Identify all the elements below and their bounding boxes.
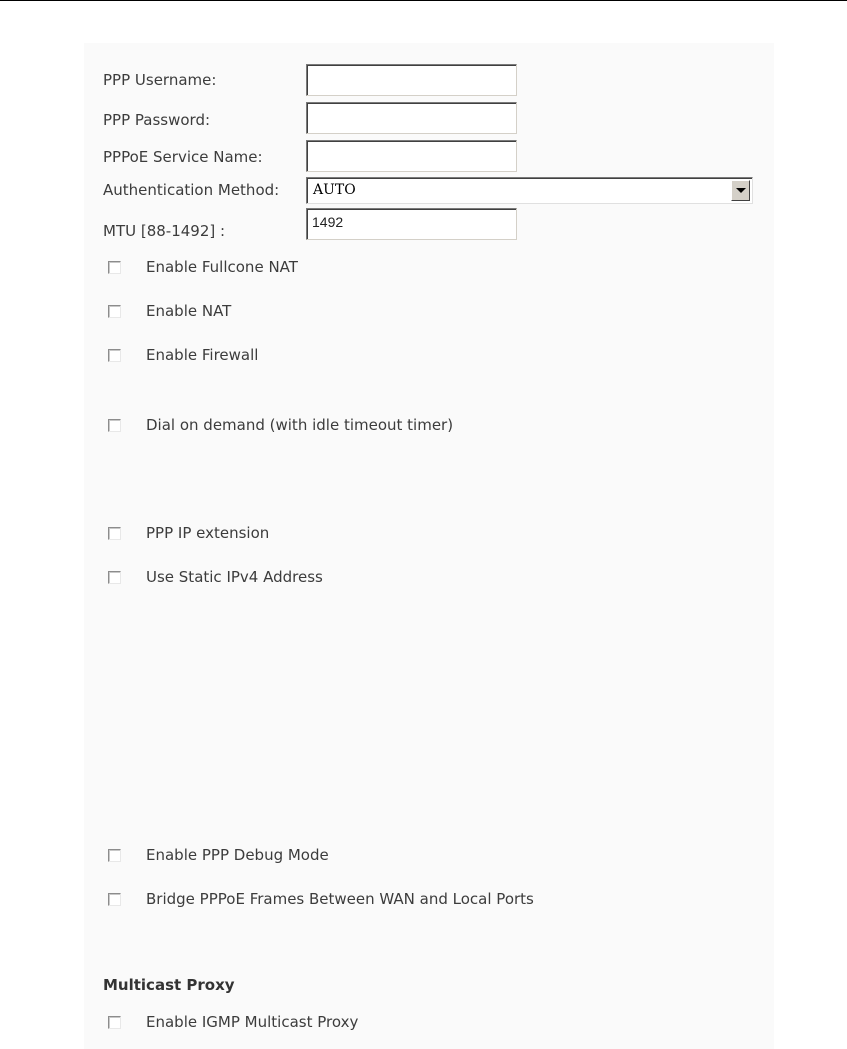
chevron-down-icon — [736, 188, 746, 193]
igmp-proxy-checkbox[interactable] — [108, 1016, 121, 1029]
bridge-pppoe-checkbox[interactable] — [108, 893, 121, 906]
ppp-ip-extension-checkbox[interactable] — [108, 527, 121, 540]
auth-method-select[interactable] — [306, 177, 753, 204]
pppoe-service-name-label: PPPoE Service Name: — [103, 148, 263, 166]
ppp-password-input[interactable] — [306, 102, 517, 134]
static-ipv4-checkbox[interactable] — [108, 571, 121, 584]
mtu-label: MTU [88-1492] : — [103, 222, 226, 240]
dropdown-button[interactable] — [731, 180, 750, 201]
mtu-input[interactable]: 1492 — [306, 208, 517, 240]
static-ipv4-label: Use Static IPv4 Address — [146, 568, 323, 586]
ppp-username-input[interactable] — [306, 64, 517, 96]
ppp-username-label: PPP Username: — [103, 71, 217, 89]
ppp-debug-label: Enable PPP Debug Mode — [146, 846, 329, 864]
multicast-proxy-title: Multicast Proxy — [103, 976, 235, 994]
pppoe-service-name-input[interactable] — [306, 140, 517, 172]
nat-checkbox[interactable] — [108, 305, 121, 318]
ppp-ip-extension-label: PPP IP extension — [146, 524, 270, 542]
bridge-pppoe-label: Bridge PPPoE Frames Between WAN and Local Ports — [146, 890, 534, 908]
dial-on-demand-checkbox[interactable] — [108, 419, 121, 432]
auth-method-label: Authentication Method: — [103, 181, 280, 199]
ppp-password-label: PPP Password: — [103, 111, 211, 129]
auth-method-value: AUTO — [313, 182, 356, 198]
dial-on-demand-label: Dial on demand (with idle timeout timer) — [146, 416, 454, 434]
igmp-proxy-label: Enable IGMP Multicast Proxy — [146, 1013, 359, 1031]
fullcone-nat-checkbox[interactable] — [108, 261, 121, 274]
fullcone-nat-label: Enable Fullcone NAT — [146, 258, 298, 276]
firewall-checkbox[interactable] — [108, 349, 121, 362]
top-divider — [0, 0, 847, 1]
ppp-debug-checkbox[interactable] — [108, 849, 121, 862]
nat-label: Enable NAT — [146, 302, 232, 320]
firewall-label: Enable Firewall — [146, 346, 259, 364]
